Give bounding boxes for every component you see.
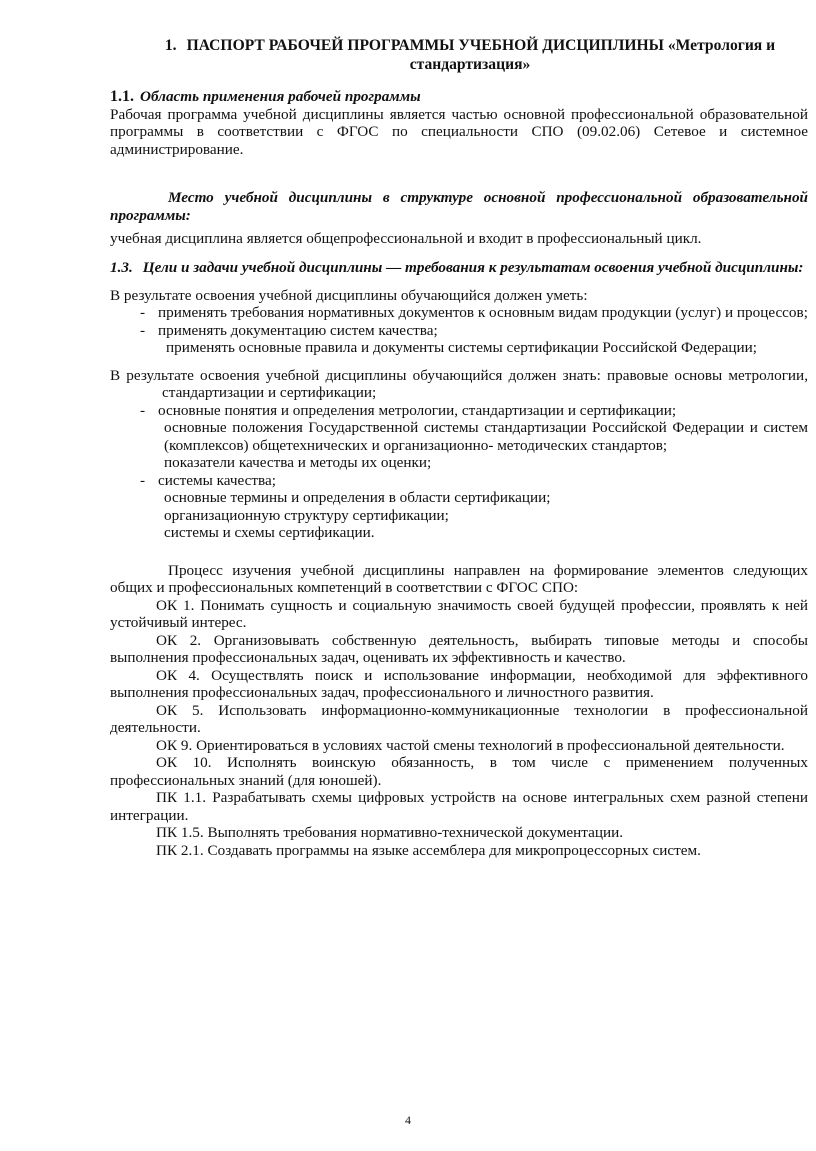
list-dash: - bbox=[140, 401, 146, 419]
competency-item: ПК 2.1. Создавать программы на языке ассемблера для микропроцессорных систем. bbox=[156, 841, 701, 859]
list-item bbox=[110, 472, 808, 490]
knowledge-item-2-continuation-3: системы и схемы сертификации. bbox=[164, 524, 375, 541]
section-1-1-heading: Область применения рабочей программы bbox=[140, 88, 421, 105]
competency-item: ПК 1.5. Выполнять требования нормативно-технической документации. bbox=[156, 824, 624, 841]
knowledge-intro: В результате освоения учебной дисциплины обучающийся должен знать: правовые основы метрологии, стандартизации и сертификации; bbox=[110, 366, 808, 401]
list-dash: - bbox=[140, 304, 146, 321]
section-1-3-number: 1.3. bbox=[110, 258, 133, 276]
skills-intro: В результате освоения учебной дисциплины обучающийся должен уметь: bbox=[110, 286, 588, 304]
competency-item: ПК 1.1. Разрабатывать схемы цифровых устройств на основе интегральных схем разной степени интеграции. bbox=[110, 789, 808, 824]
competency-item: ОК 10. Исполнять воинскую обязанность, в том числе с применением полученных профессиональных знаний (для юношей). bbox=[110, 754, 808, 789]
skills-list bbox=[110, 304, 808, 357]
document-page bbox=[110, 36, 808, 859]
competencies-intro: Процесс изучения учебной дисциплины направлен на формирование элементов следующих общих и профессиональных компетенций в соответствии с ФГОС СПО: bbox=[110, 561, 808, 596]
knowledge-item-2: системы качества; bbox=[158, 471, 276, 489]
skill-item-1: применять требования нормативных документов к основным видам продукции (услуг) и процессов; bbox=[158, 304, 808, 321]
section-1-1-body: Рабочая программа учебной дисциплины является частью основной профессиональной образовательной программы в соответствии с ФГОС по специальности СПО (09.02.06) Сетевое и системное администрирование. bbox=[110, 105, 808, 158]
section-1-1-title bbox=[110, 88, 808, 106]
list-item bbox=[110, 402, 808, 420]
competency-item: ОК 9. Ориентироваться в условиях частой смены технологий в профессиональной деятельности. bbox=[156, 736, 785, 754]
section-1-3-heading: Цели и задачи учебной дисциплины — требования к результатам освоения учебной дисциплины: bbox=[142, 258, 804, 276]
skill-item-2-continuation: применять основные правила и документы системы сертификации Российской Федерации; bbox=[166, 339, 757, 356]
list-item bbox=[110, 322, 808, 340]
knowledge-list bbox=[110, 402, 808, 542]
heading-line-1: ПАСПОРТ РАБОЧЕЙ ПРОГРАММЫ УЧЕБНОЙ ДИСЦИПЛИНЫ «Метрология и bbox=[186, 37, 776, 54]
knowledge-item-1-continuation-1: основные положения Государственной системы стандартизации Российской Федерации и систем (комплексов) общетехнических и организационно- методических стандартов; bbox=[164, 419, 808, 454]
competency-item: ОК 2. Организовывать собственную деятельность, выбирать типовые методы и способы выполнения профессиональных задач, оценивать их эффективность и качество. bbox=[110, 631, 808, 666]
section-1-3-title bbox=[110, 258, 808, 277]
list-dash: - bbox=[140, 471, 146, 489]
document-heading bbox=[110, 36, 808, 74]
competency-item: ОК 5. Использовать информационно-коммуникационные технологии в профессиональной деятельности. bbox=[110, 701, 808, 736]
list-item bbox=[110, 304, 808, 322]
heading-number: 1. bbox=[164, 37, 177, 54]
knowledge-item-1: основные понятия и определения метрологии, стандартизации и сертификации; bbox=[158, 401, 677, 419]
section-1-1-number: 1.1. bbox=[110, 88, 134, 105]
heading-line-2: стандартизация» bbox=[409, 56, 531, 73]
knowledge-item-2-continuation-2: организационную структуру сертификации; bbox=[164, 506, 449, 524]
competency-item: ОК 1. Понимать сущность и социальную значимость своей будущей профессии, проявлять к ней устойчивый интерес. bbox=[110, 596, 808, 631]
competencies-block bbox=[110, 562, 808, 860]
knowledge-item-1-continuation-2: показатели качества и методы их оценки; bbox=[164, 454, 432, 471]
section-1-2-body: учебная дисциплина является общепрофессиональной и входит в профессиональный цикл. bbox=[110, 230, 702, 247]
knowledge-item-2-continuation-1: основные термины и определения в области сертификации; bbox=[164, 489, 551, 506]
list-dash: - bbox=[140, 321, 146, 339]
competency-item: ОК 4. Осуществлять поиск и использование информации, необходимой для эффективного выполнения профессиональных задач, профессионального и личностного развития. bbox=[110, 666, 808, 701]
page-number: 4 bbox=[405, 1113, 411, 1127]
section-1-2-heading: Место учебной дисциплины в структуре основной профессиональной образовательной программы: bbox=[110, 189, 808, 224]
skill-item-2: применять документацию систем качества; bbox=[158, 321, 438, 339]
